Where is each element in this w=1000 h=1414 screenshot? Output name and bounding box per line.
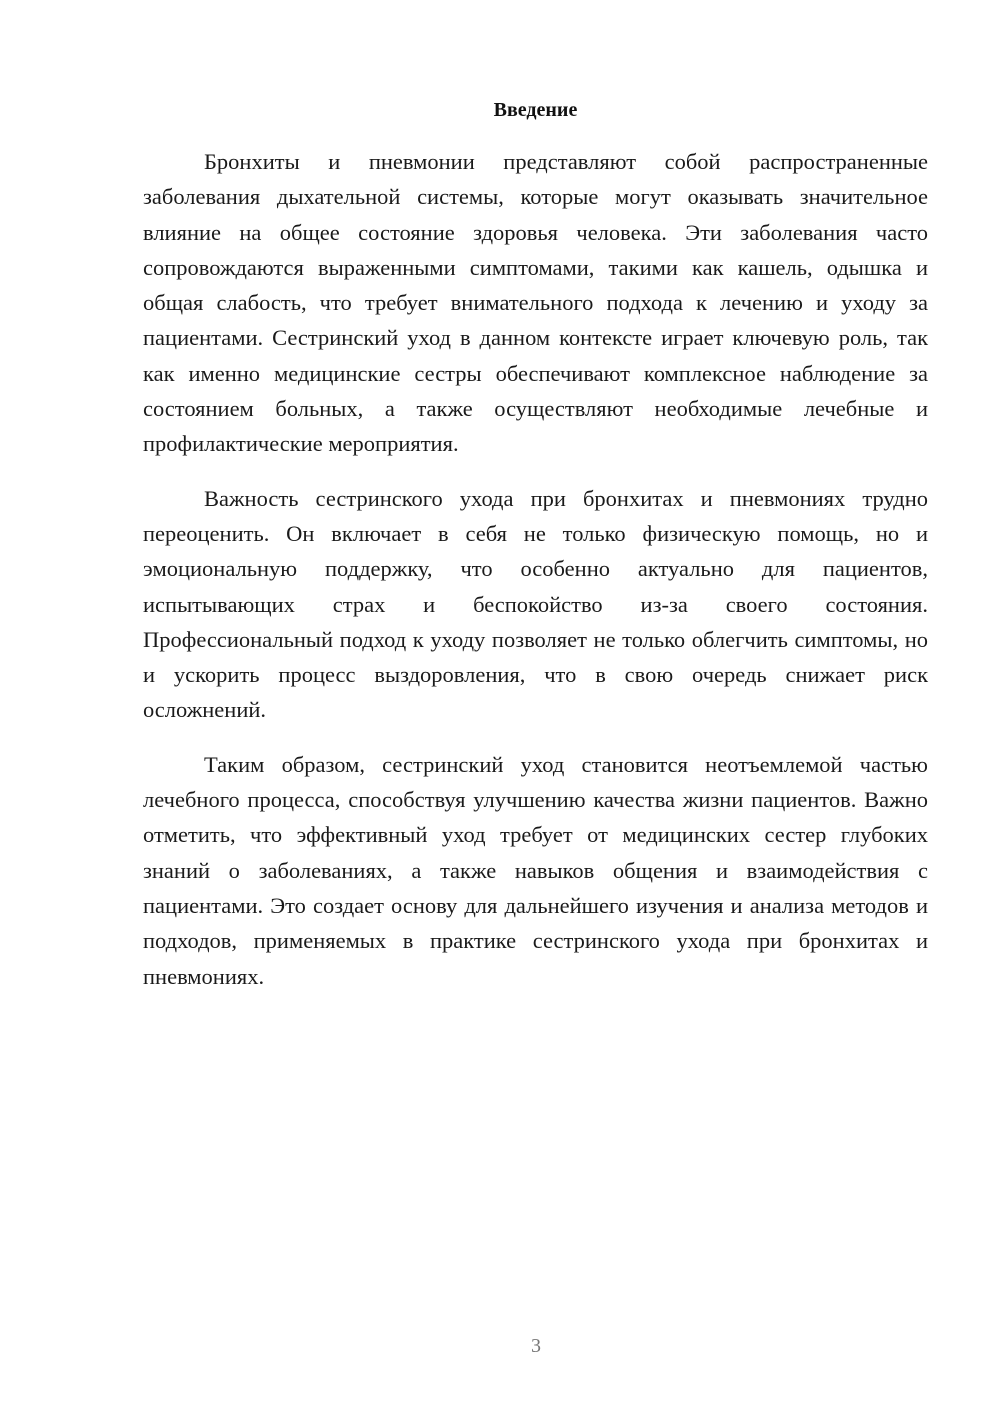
paragraph-2: Важность сестринского ухода при бронхитах и пневмониях трудно переоценить. Он включает в себя не только физическую помощь, но и эмоциональную поддержку, что особенно актуально для пациентов, испытывающих страх и беспокойство из-за своего состояния. Профессиональный подход к уходу позволяет не только облегчить симптомы, но и ускорить процесс выздоровления, что в свою очередь снижает риск осложнений. <box>143 485 928 723</box>
paragraph-1: Бронхиты и пневмонии представляют собой распространенные заболевания дыхательной системы, которые могут оказывать значительное влияние на общее состояние здоровья человека. Эти заболевания часто сопровождаются выраженными симптомами, такими как кашель, одышка и общая слабость, что требует внимательного подхода к лечению и уходу за пациентами. Сестринский уход в данном контексте играет ключевую роль, так как именно медицинские сестры обеспечивают комплексное наблюдение за состоянием больных, а также осуществляют необходимые лечебные и профилактические мероприятия. <box>143 149 928 457</box>
page-number: 3 <box>531 1335 541 1357</box>
section-heading: Введение <box>493 99 578 121</box>
paragraph-3: Таким образом, сестринский уход становится неотъемлемой частью лечебного процесса, способствуя улучшению качества жизни пациентов. Важно отметить, что эффективный уход требует от медицинских сестер глубоких знаний о заболеваниях, а также навыков общения и взаимодействия с пациентами. Это создает основу для дальнейшего изучения и анализа методов и подходов, применяемых в практике сестринского ухода при бронхитах и пневмониях. <box>143 751 928 989</box>
body-text <box>143 144 928 1013</box>
